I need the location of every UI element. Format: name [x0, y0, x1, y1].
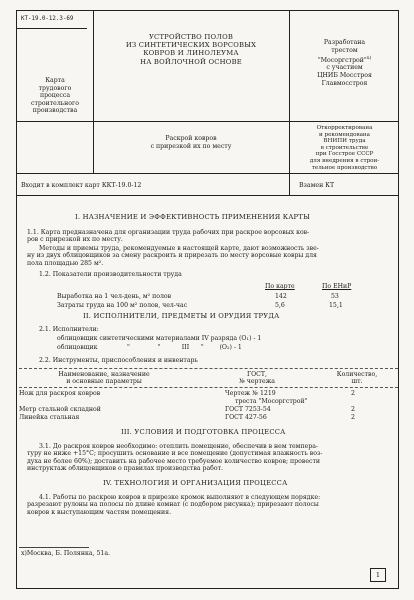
tool-name: Нож для раскроя ковров	[19, 390, 101, 397]
page-frame	[16, 10, 399, 589]
header-bottom-line	[17, 173, 398, 174]
developer-info: Разработана трестом "Мосоргстрой"$^{x)}$ с участием ЦНИБ Мосстроя Главмосстроя	[317, 39, 372, 88]
section-1-paragraph-2: Методы и приемы труда, рекомендуемые в настоящей карте, дают возможность зве- ну из двух облицовщиков за смену раскроить и прирезать по месту ворсовые ковры для пола площадью 285 м².	[27, 245, 319, 267]
executors-label: 2.1. Исполнители:	[39, 326, 99, 333]
tool-gost: ГОСТ 7253-54	[225, 406, 271, 413]
executor-1: облицовщик синтетическими материалами IV разряда (О₁) - 1	[57, 335, 262, 342]
kit-replaces: Взамен КТ	[299, 182, 335, 189]
tool-qty: 2	[351, 414, 355, 421]
labor-row-label: Затраты труда на 100 м² полов, чел-час	[57, 302, 188, 309]
section-4-heading: IV. ТЕХНОЛОГИЯ И ОРГАНИЗАЦИЯ ПРОЦЕССА	[103, 479, 288, 487]
tools-table-top	[19, 368, 398, 369]
tools-label: 2.2. Инструменты, приспособления и инвентарь	[39, 357, 198, 364]
tool-name: Линейка стальная	[19, 414, 80, 421]
section-2-heading: II. ИСПОЛНИТЕЛИ, ПРЕДМЕТЫ И ОРУДИЯ ТРУДА	[83, 312, 280, 320]
section-3-heading: III. УСЛОВИЯ И ПОДГОТОВКА ПРОЦЕССА	[121, 428, 286, 436]
section-4-paragraph: 4.1. Работы по раскрою ковров в прирезке кромок выполняют в следующем порядке: разрезают рулоны на полосы по длине комнат (с подбором рисунка); прирезают полосы ковров к выступающим частям помещения.	[27, 494, 321, 516]
tools-head-gost: ГОСТ, № чертежа	[238, 371, 275, 386]
col-enir-header: По ЕНиР	[322, 283, 352, 290]
page-number: 1	[370, 568, 386, 582]
approval-info: Откорректирована и рекомендована ВНИПИ труда в строительстве при Госстрое СССР для внедрения в строи- тельное производство	[309, 125, 380, 171]
footnote: x)Москва, Б. Полянка, 51а.	[21, 550, 110, 557]
section-1-heading: I. НАЗНАЧЕНИЕ И ЭФФЕКТИВНОСТЬ ПРИМЕНЕНИЯ КАРТЫ	[75, 213, 310, 221]
card-code: КТ-19.0-12.3-69	[21, 16, 74, 22]
card-title: Карта трудового процесса строительного производства	[31, 77, 79, 115]
tools-head-qty: Количество, шт.	[336, 371, 378, 386]
tool-qty: 2	[351, 406, 355, 413]
labor-row-enir: 15,1	[329, 302, 343, 309]
tool-gost: Чертеж № 1219	[225, 390, 276, 397]
kit-divider	[289, 173, 290, 195]
labor-row-plan: 5,6	[275, 302, 285, 309]
tools-table-head-line	[19, 387, 398, 388]
kit-bottom-line	[17, 195, 398, 196]
tool-gost-cont: треста "Мосоргстрой"	[235, 398, 308, 405]
section-1-paragraph-3: 1.2. Показатели производительности труда	[39, 271, 182, 278]
executor-2: облицовщик " " III " (О₂) - 1	[57, 344, 242, 351]
topic-title: УСТРОЙСТВО ПОЛОВ ИЗ СИНТЕТИЧЕСКИХ ВОРСОВЫХ КОВРОВ И ЛИНОЛЕУМА НА ВОЙЛОЧНОЙ ОСНОВЕ	[125, 33, 257, 66]
productivity-row-label: Выработка на 1 чел-день, м² полов	[57, 293, 172, 300]
tools-head-name: Наименование, назначение и основные параметры	[58, 371, 150, 386]
kit-included: Входит в комплект карт ККТ-19.0-12	[21, 182, 142, 189]
productivity-row-plan: 142	[275, 293, 287, 300]
tool-name: Метр стальной складной	[19, 406, 101, 413]
code-underline	[17, 28, 87, 29]
col-plan-header: По карте	[265, 283, 295, 290]
tool-gost: ГОСТ 427-56	[225, 414, 267, 421]
productivity-row-enir: 53	[331, 293, 339, 300]
header-mid-line	[17, 121, 398, 122]
section-3-paragraph: 3.1. До раскроя ковров необходимо: отеплить помещение, обеспечив в нем темпера- туру не ниже +15°С; просушить основание и все помещение (допустимая влажность воз- духа не более 60%); доставить на рабочее место требуемое количество ковров; провести инструктаж облицовщиков о правилах производства работ.	[27, 443, 323, 473]
process-subject: Раскрой ковров с прирезкой их по месту	[150, 135, 232, 150]
footnote-rule	[19, 547, 89, 548]
tool-qty: 2	[351, 390, 355, 397]
section-1-paragraph-1: 1.1. Карта предназначена для организации труда рабочих при раскрое ворсовых ков- ров с прирезкой их по месту.	[27, 229, 310, 244]
